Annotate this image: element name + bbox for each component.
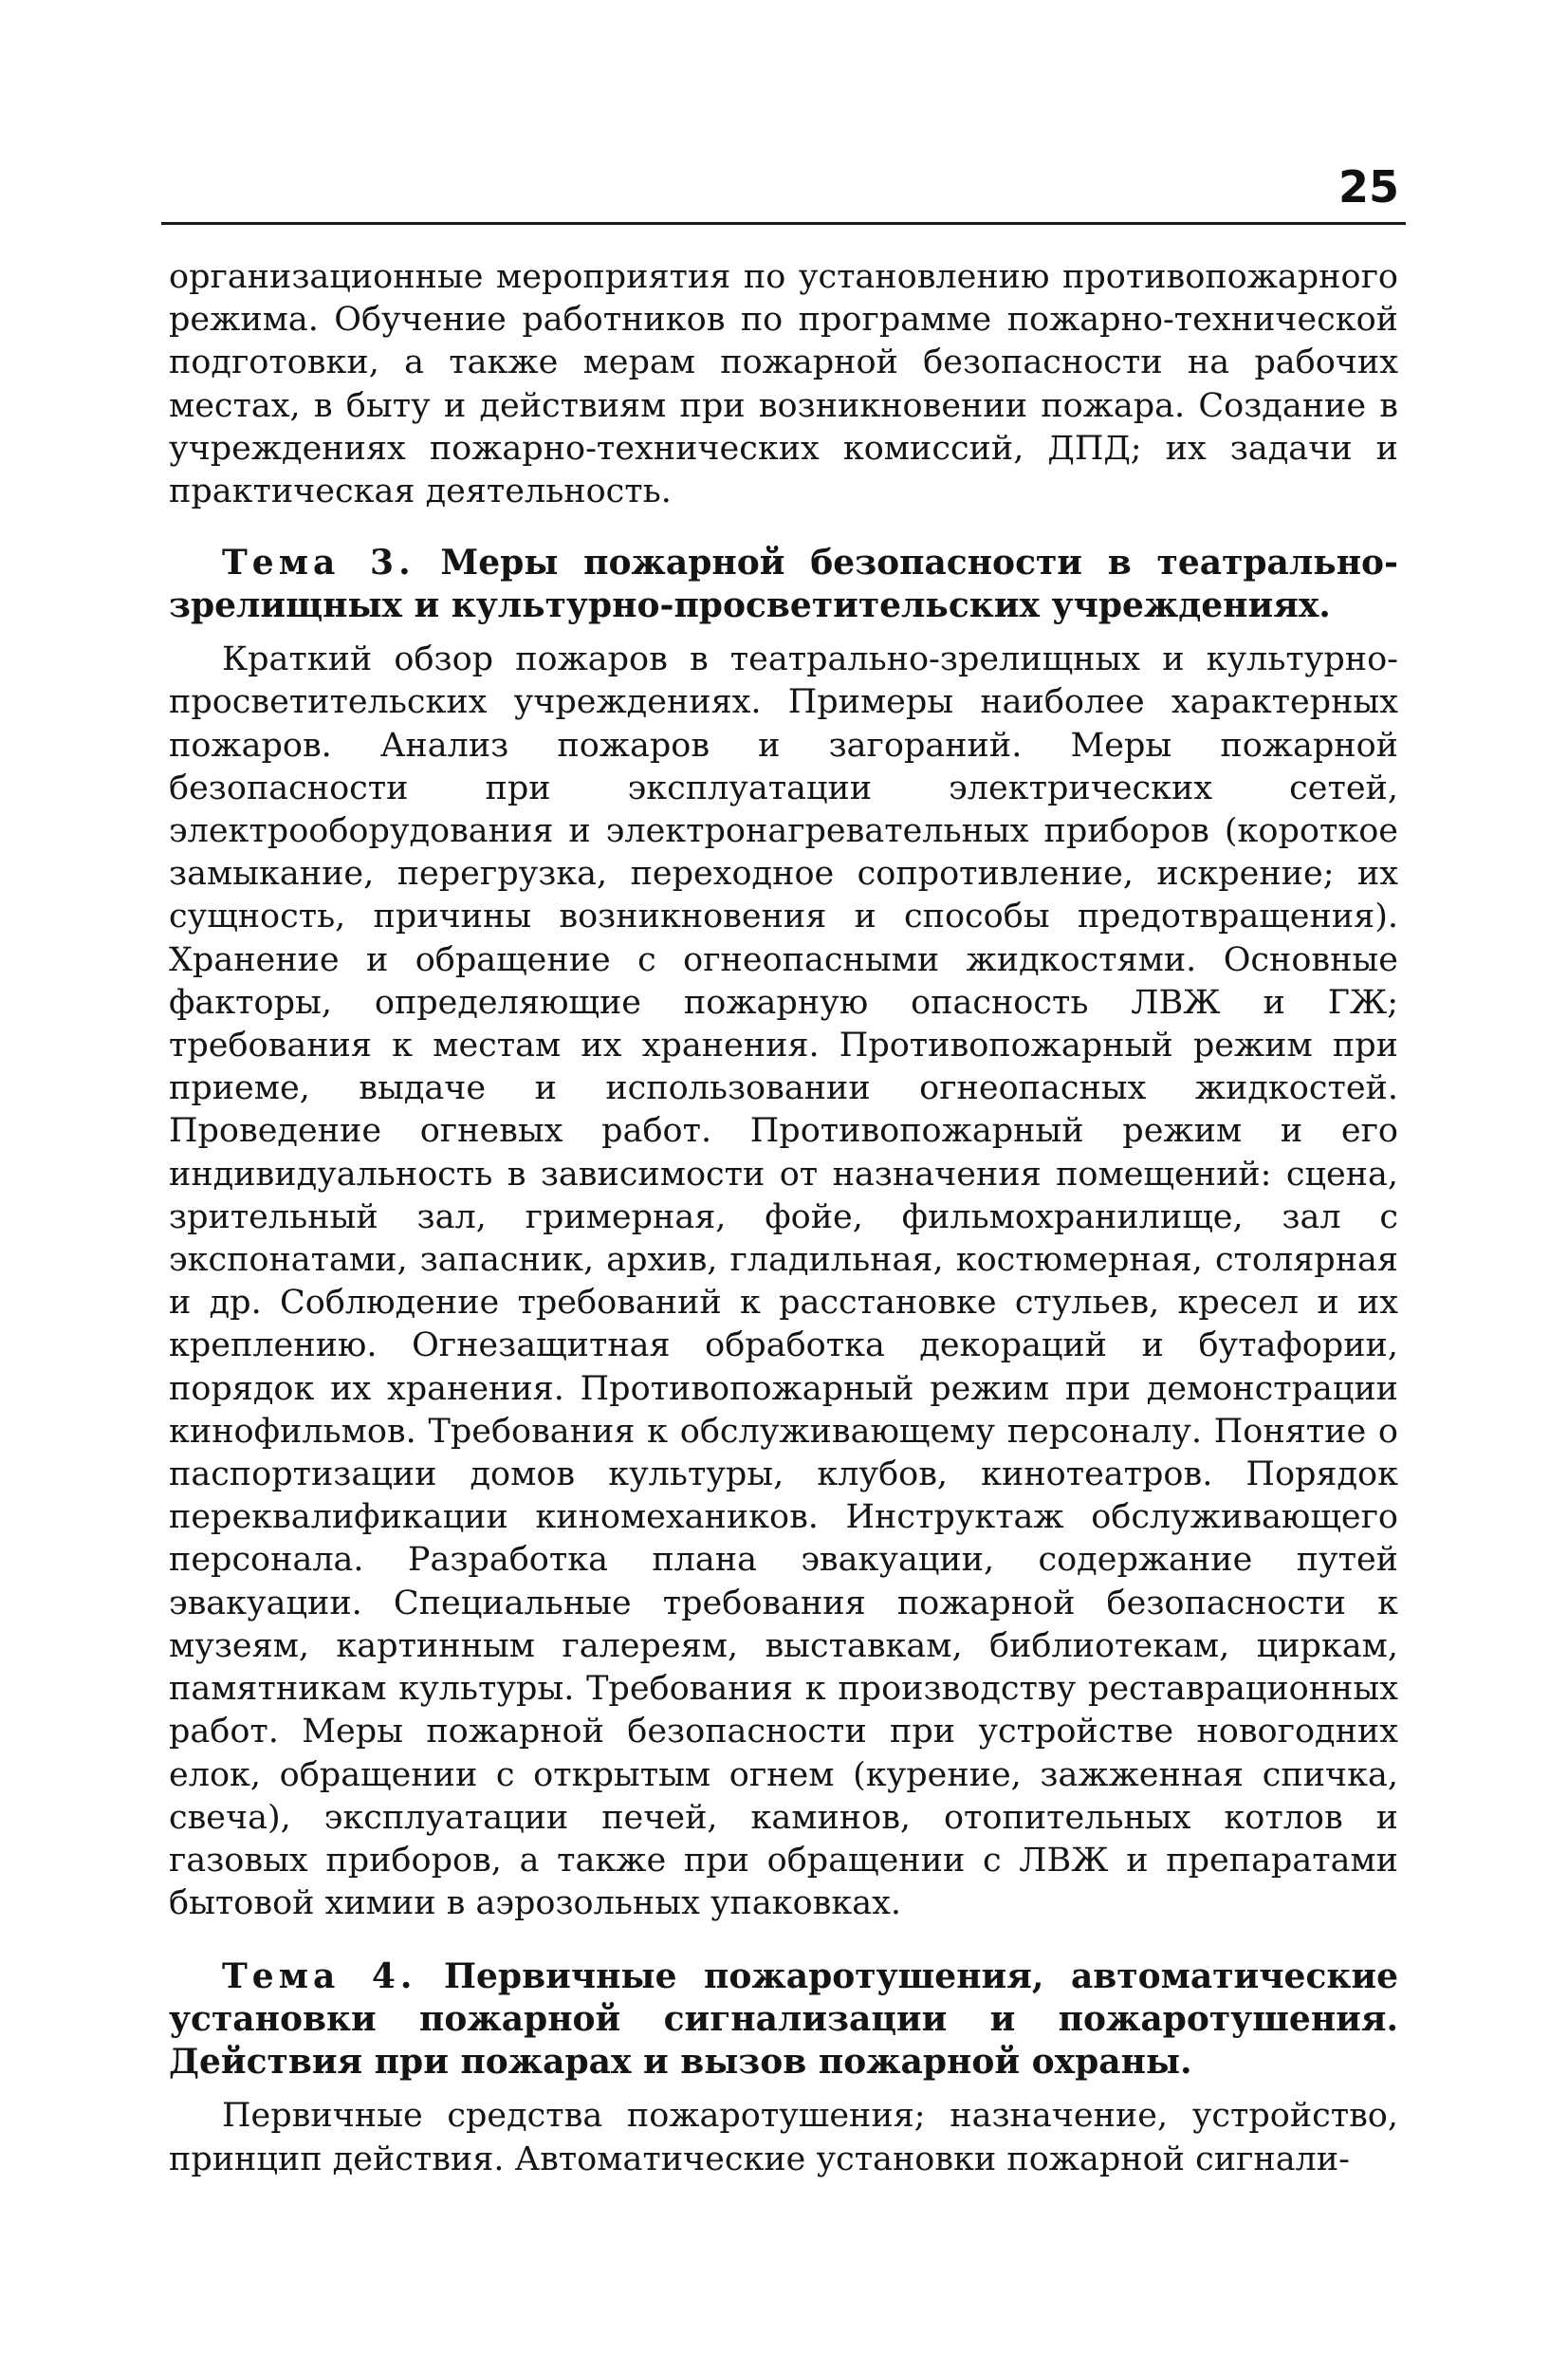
topic-3-title: Меры пожарной безопасности в театрально-зрелищных и культурно-просветительских учреждениях. [169, 543, 1398, 626]
topic-4-title: Первичные пожаротушения, автоматические установки пожарной сигнализации и пожаротушения. Действия при пожарах и вызов пожарной охраны. [169, 1956, 1398, 2083]
header-rule [161, 222, 1406, 225]
topic-3-label: Тема 3. [222, 543, 415, 584]
topic-3-heading [169, 542, 1398, 627]
page-number: 25 [1337, 161, 1399, 213]
topic-4-heading [169, 1955, 1398, 2084]
intro-paragraph: организационные мероприятия по установлению противопожарного режима. Обучение работников по программе пожарно-технической подготовки, а также мерам пожарной безопасности на рабочих местах, в быту и действиям при возникновении пожара. Создание в учреждениях пожарно-технических комиссий, ДПД; их задачи и практическая деятельность. [169, 258, 1398, 511]
body-text [169, 256, 1398, 2181]
topic-4-label: Тема 4. [222, 1956, 417, 1997]
topic-4-paragraph: Первичные средства пожаротушения; назначение, устройство, принцип действия. Автоматические установки пожарной сигнали- [169, 2097, 1398, 2178]
topic-3-paragraph: Краткий обзор пожаров в театрально-зрелищных и культурно-просветительских учреждениях. Примеры наиболее характерных пожаров. Анализ пожаров и загораний. Меры пожарной безопасности при эксплуатации электрических сетей, электрооборудования и электронагревательных приборов (короткое замыкание, перегрузка, переходное сопротивление, искрение; их сущность, причины возникновения и способы предотвращения). Хранение и обращение с огнеопасными жидкостями. Основные факторы, определяющие пожарную опасность ЛВЖ и ГЖ; требования к местам их хранения. Противопожарный режим при приеме, выдаче и использовании огнеопасных жидкостей. Проведение огневых работ. Противопожарный режим и его индивидуальность в зависимости от назначения помещений: сцена, зрительный зал, гримерная, фойе, фильмохранилище, зал с экспонатами, запасник, архив, гладильная, костюмерная, столярная и др. Соблюдение требований к расстановке стульев, кресел и их креплению. Огнезащитная обработка декораций и бутафории, порядок их хранения. Противопожарный режим при демонстрации кинофильмов. Требования к обслуживающему персоналу. Понятие о паспортизации домов культуры, клубов, кинотеатров. Порядок переквалификации киномехаников. Инструктаж обслуживающего персонала. Разработка плана эвакуации, содержание путей эвакуации. Специальные требования пожарной безопасности к музеям, картинным галереям, выставкам, библиотекам, циркам, памятникам культуры. Требования к производству реставрационных работ. Меры пожарной безопасности при устройстве новогодних елок, обращении с открытым огнем (курение, зажженная спичка, свеча), эксплуатации печей, каминов, отопительных котлов и газовых приборов, а также при обращении с ЛВЖ и препаратами бытовой химии в аэрозольных упаковках. [169, 640, 1398, 1923]
